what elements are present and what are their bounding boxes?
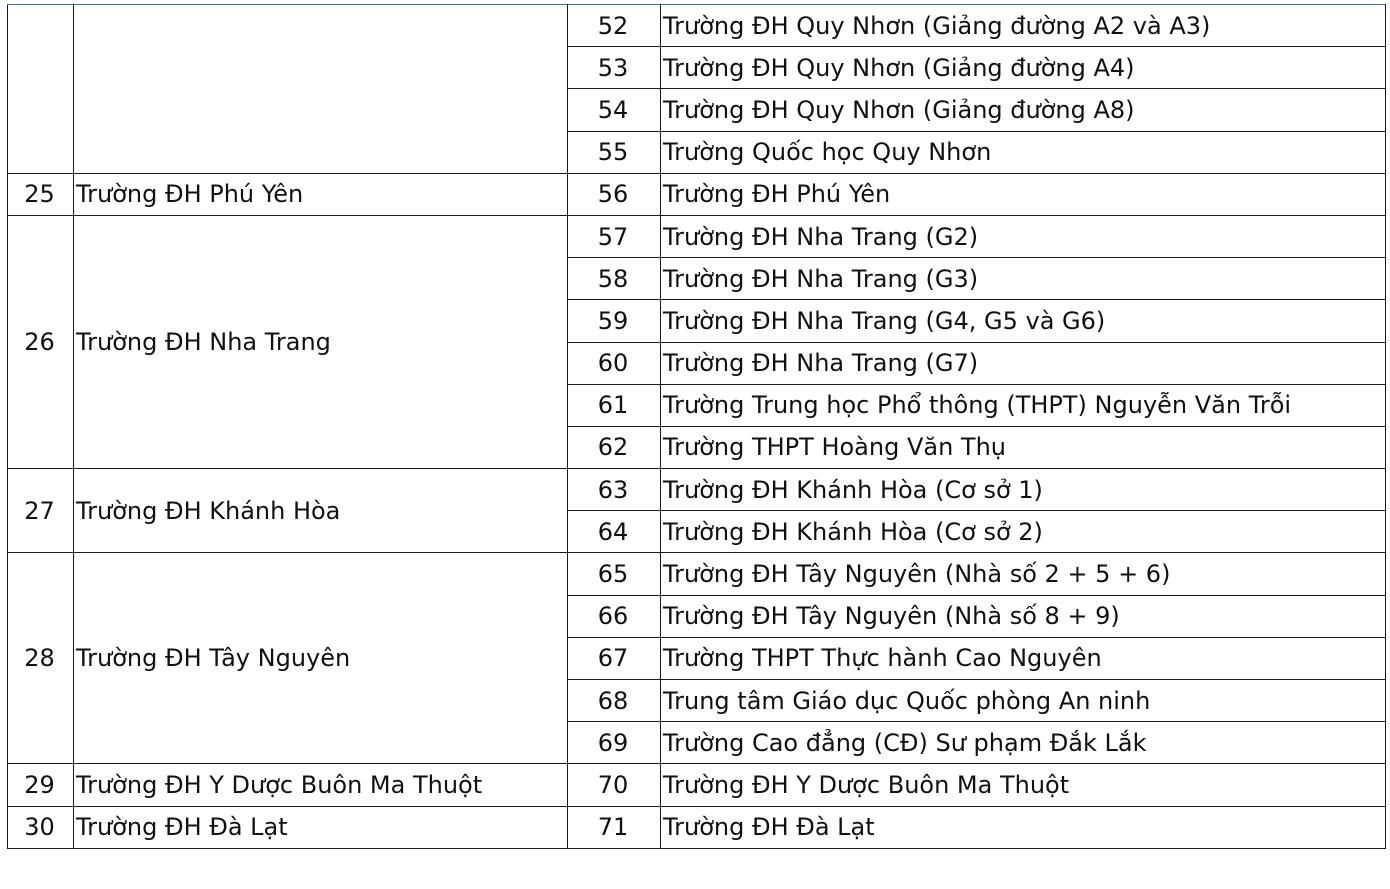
site-name-cell: Trường Cao đẳng (CĐ) Sư phạm Đắk Lắk xyxy=(661,722,1386,764)
site-name-cell: Trung tâm Giáo dục Quốc phòng An ninh xyxy=(661,680,1386,722)
university-name-cell: Trường ĐH Phú Yên xyxy=(74,173,568,215)
site-number-cell: 66 xyxy=(568,595,661,637)
university-number-cell: 29 xyxy=(8,764,74,806)
site-name-cell: Trường THPT Hoàng Văn Thụ xyxy=(661,426,1386,468)
university-name-cell: Trường ĐH Nha Trang xyxy=(74,215,568,468)
site-name-cell: Trường ĐH Tây Nguyên (Nhà số 2 + 5 + 6) xyxy=(661,553,1386,595)
site-name-cell: Trường ĐH Phú Yên xyxy=(661,173,1386,215)
university-name-cell: Trường ĐH Khánh Hòa xyxy=(74,469,568,553)
table-row xyxy=(8,806,1386,848)
university-name-cell: Trường ĐH Tây Nguyên xyxy=(74,553,568,764)
site-name-cell: Trường ĐH Nha Trang (G2) xyxy=(661,215,1386,257)
table-row xyxy=(8,173,1386,215)
site-name-cell: Trường ĐH Y Dược Buôn Ma Thuột xyxy=(661,764,1386,806)
site-name-cell: Trường ĐH Nha Trang (G3) xyxy=(661,258,1386,300)
site-name-cell: Trường Trung học Phổ thông (THPT) Nguyễn Văn Trỗi xyxy=(661,384,1386,426)
site-number-cell: 62 xyxy=(568,426,661,468)
site-number-cell: 56 xyxy=(568,173,661,215)
table-row xyxy=(8,5,1386,47)
site-number-cell: 59 xyxy=(568,300,661,342)
exam-sites-table xyxy=(7,4,1386,849)
site-number-cell: 55 xyxy=(568,131,661,173)
university-name-cell: Trường ĐH Đà Lạt xyxy=(74,806,568,848)
table-row xyxy=(8,553,1386,595)
site-number-cell: 57 xyxy=(568,215,661,257)
site-name-cell: Trường ĐH Đà Lạt xyxy=(661,806,1386,848)
site-number-cell: 70 xyxy=(568,764,661,806)
site-number-cell: 61 xyxy=(568,384,661,426)
university-name-cell xyxy=(74,5,568,174)
site-name-cell: Trường ĐH Quy Nhơn (Giảng đường A2 và A3) xyxy=(661,5,1386,47)
site-name-cell: Trường ĐH Khánh Hòa (Cơ sở 2) xyxy=(661,511,1386,553)
university-number-cell: 30 xyxy=(8,806,74,848)
site-name-cell: Trường ĐH Quy Nhơn (Giảng đường A4) xyxy=(661,47,1386,89)
table-row xyxy=(8,764,1386,806)
university-number-cell xyxy=(8,5,74,174)
site-number-cell: 68 xyxy=(568,680,661,722)
table-row xyxy=(8,215,1386,257)
site-number-cell: 52 xyxy=(568,5,661,47)
site-name-cell: Trường ĐH Quy Nhơn (Giảng đường A8) xyxy=(661,89,1386,131)
site-number-cell: 69 xyxy=(568,722,661,764)
site-name-cell: Trường ĐH Nha Trang (G4, G5 và G6) xyxy=(661,300,1386,342)
university-number-cell: 28 xyxy=(8,553,74,764)
site-name-cell: Trường THPT Thực hành Cao Nguyên xyxy=(661,637,1386,679)
site-name-cell: Trường ĐH Tây Nguyên (Nhà số 8 + 9) xyxy=(661,595,1386,637)
site-number-cell: 60 xyxy=(568,342,661,384)
site-number-cell: 58 xyxy=(568,258,661,300)
site-number-cell: 64 xyxy=(568,511,661,553)
site-name-cell: Trường ĐH Khánh Hòa (Cơ sở 1) xyxy=(661,469,1386,511)
university-number-cell: 27 xyxy=(8,469,74,553)
site-number-cell: 67 xyxy=(568,637,661,679)
site-number-cell: 54 xyxy=(568,89,661,131)
site-number-cell: 53 xyxy=(568,47,661,89)
site-name-cell: Trường Quốc học Quy Nhơn xyxy=(661,131,1386,173)
university-number-cell: 26 xyxy=(8,215,74,468)
university-name-cell: Trường ĐH Y Dược Buôn Ma Thuột xyxy=(74,764,568,806)
table-row xyxy=(8,469,1386,511)
university-number-cell: 25 xyxy=(8,173,74,215)
site-number-cell: 71 xyxy=(568,806,661,848)
table-body xyxy=(8,5,1386,849)
site-name-cell: Trường ĐH Nha Trang (G7) xyxy=(661,342,1386,384)
site-number-cell: 65 xyxy=(568,553,661,595)
site-number-cell: 63 xyxy=(568,469,661,511)
